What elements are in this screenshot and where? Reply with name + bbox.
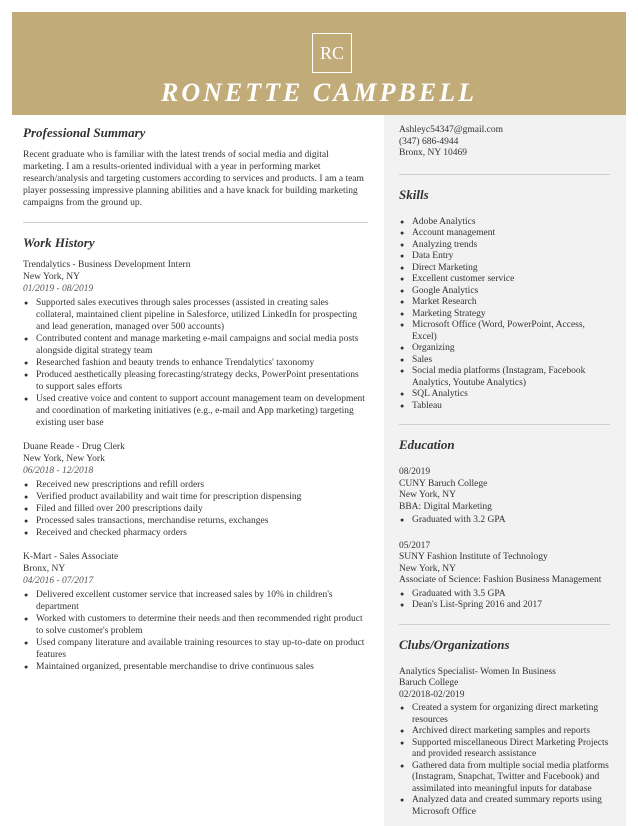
education-entry — [399, 541, 610, 612]
list-item: ● Produced aesthetically pleasing forecasting/strategy decks, PowerPoint presentations to support sales efforts — [23, 369, 368, 393]
section-title: Education — [399, 437, 455, 452]
education-entry — [399, 467, 610, 527]
skills-list — [399, 217, 610, 413]
list-item: ● Graduated with 3.2 GPA — [399, 515, 610, 527]
section-title: Professional Summary — [23, 125, 146, 140]
skill-item: ● Social media platforms (Instagram, Facebook Analytics, Youtube Analytics) — [399, 366, 610, 389]
list-item: ● Worked with customers to determine their needs and then recommended right product to solve customer's problem — [23, 613, 368, 637]
divider — [23, 222, 368, 223]
education-school: CUNY Baruch College — [399, 478, 488, 489]
education-school: SUNY Fashion Institute of Technology — [399, 552, 548, 562]
education-section — [399, 437, 610, 624]
job-entry — [23, 551, 368, 673]
education-location: New York, NY — [399, 490, 457, 500]
skill-item: ● Tableau — [399, 401, 610, 413]
section-title: Skills — [399, 186, 429, 202]
skill-item: ● SQL Analytics — [399, 389, 610, 401]
work-history-section — [23, 235, 368, 673]
job-title: Duane Reade - Drug Clerk — [23, 442, 125, 452]
divider — [399, 174, 610, 175]
skill-item: ● Marketing Strategy — [399, 309, 610, 321]
section-title: Work History — [23, 235, 95, 250]
job-title: Trendalytics - Business Development Intern — [23, 260, 191, 270]
job-title: K-Mart - Sales Associate — [23, 552, 119, 562]
resume-header — [12, 12, 626, 115]
skill-item: ● Direct Marketing — [399, 263, 610, 275]
skills-section — [399, 187, 610, 425]
divider — [399, 424, 610, 425]
education-degree: BBA: Digital Marketing — [399, 501, 492, 512]
education-location: New York, NY — [399, 563, 457, 574]
list-item: ● Contributed content and manage marketing e-mail campaigns and social media posts alongside digital strategy team — [23, 333, 368, 357]
list-item: ● Used creative voice and content to support account management team on development and coordination of marketing initiatives (e.g., e-mail and App marketing) targeting existing user base — [23, 393, 368, 429]
list-item: ● Researched fashion and beauty trends to enhance Trendalytics' taxonomy — [23, 357, 368, 369]
skill-item: ● Excellent customer service — [399, 274, 610, 286]
list-item: ● Created a system for organizing direct marketing resources — [399, 703, 610, 726]
job-location: New York, NY — [23, 272, 81, 282]
education-date: 05/2017 — [399, 540, 431, 551]
job-dates: 01/2019 - 08/2019 — [23, 284, 94, 294]
divider — [399, 624, 610, 625]
list-item: ● Maintained organized, presentable merchandise to drive continuous sales — [23, 661, 368, 673]
job-bullets — [23, 479, 368, 539]
contact-address: Bronx, NY 10469 — [399, 148, 467, 158]
skill-item: ● Data Entry — [399, 251, 610, 263]
list-item: ● Delivered excellent customer service that increased sales by 10% in children's department — [23, 589, 368, 613]
job-bullets — [23, 297, 368, 429]
monogram: RC — [312, 33, 352, 73]
contact-block — [399, 125, 610, 174]
list-item: ● Filed and filled over 200 prescriptions daily — [23, 503, 368, 515]
list-item: ● Supported miscellaneous Direct Marketing Projects and provided research assistance — [399, 738, 610, 761]
skill-item: ● Market Research — [399, 297, 610, 309]
summary-section — [23, 125, 368, 209]
summary-text: Recent graduate who is familiar with the latest trends of social media and digital marketing. I am a results-oriented individual with a year in performing market research/analysis and targeting customers according to services and products. I am a team player possessing impressive planning abilities and a have knack for building marketing campaigns from the ground up. — [23, 150, 364, 208]
skill-item: ● Account management — [399, 228, 610, 240]
contact-email[interactable]: Ashleyc54347@gmail.com — [399, 125, 503, 135]
club-role: Analytics Specialist- Women In Business — [399, 666, 556, 677]
list-item: ● Supported sales executives through sales processes (assisted in creating sales collateral, maintained client pipeline in Salesforce, utilized LinkedIn for prospecting and lead generation, managed over 500 accounts) — [23, 297, 368, 333]
job-dates: 04/2016 - 07/2017 — [23, 576, 94, 586]
list-item: ● Archived direct marketing samples and reports — [399, 726, 610, 738]
list-item: ● Graduated with 3.5 GPA — [399, 589, 610, 601]
skill-item: ● Sales — [399, 355, 610, 367]
job-bullets — [23, 589, 368, 673]
job-entry — [23, 441, 368, 539]
education-bullets — [399, 515, 610, 527]
skill-item: ● Analyzing trends — [399, 240, 610, 252]
club-org: Baruch College — [399, 678, 459, 688]
job-location: Bronx, NY — [23, 564, 66, 574]
sidebar-column — [384, 115, 626, 826]
clubs-section — [399, 637, 610, 826]
list-item: ● Received and checked pharmacy orders — [23, 527, 368, 539]
list-item: ● Received new prescriptions and refill orders — [23, 479, 368, 491]
list-item: ● Dean's List-Spring 2016 and 2017 — [399, 600, 610, 612]
list-item: ● Gathered data from multiple social media platforms (Instagram, Snapchat, Twitter and Facebook) and assimilated into meaningful inputs for database — [399, 761, 610, 796]
skill-item: ● Microsoft Office (Word, PowerPoint, Access, Excel) — [399, 320, 610, 343]
skill-item: ● Adobe Analytics — [399, 217, 610, 229]
skill-item: ● Organizing — [399, 343, 610, 355]
education-bullets — [399, 589, 610, 612]
club-dates: 02/2018-02/2019 — [399, 689, 465, 700]
section-title: Clubs/Organizations — [399, 636, 510, 652]
education-degree: Associate of Science: Fashion Business Management — [399, 575, 602, 585]
list-item: ● Used company literature and available training resources to stay up-to-date on product features — [23, 637, 368, 661]
education-date: 08/2019 — [399, 467, 431, 477]
job-entry — [23, 259, 368, 429]
skill-item: ● Google Analytics — [399, 286, 610, 298]
club-bullets — [399, 703, 610, 818]
contact-phone: (347) 686-4944 — [399, 136, 459, 147]
list-item: ● Processed sales transactions, merchandise returns, exchanges — [23, 515, 368, 527]
candidate-name: RONETTE CAMPBELL — [161, 78, 477, 107]
list-item: ● Verified product availability and wait time for prescription dispensing — [23, 491, 368, 503]
main-column — [23, 115, 368, 826]
list-item: ● Analyzed data and created summary reports using Microsoft Office — [399, 795, 610, 818]
job-dates: 06/2018 - 12/2018 — [23, 466, 94, 476]
job-location: New York, New York — [23, 454, 105, 464]
